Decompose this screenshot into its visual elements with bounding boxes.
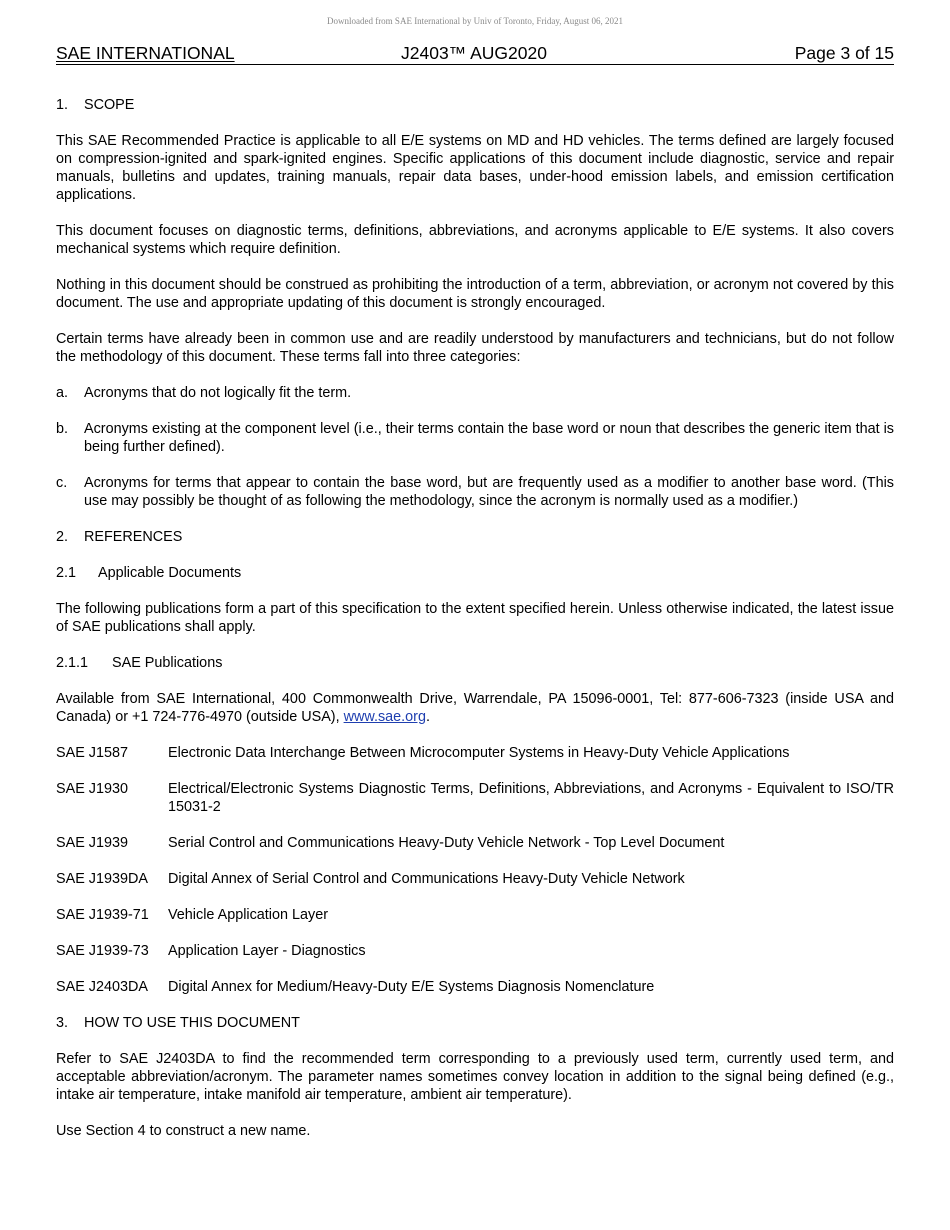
section-number: 1. — [56, 97, 69, 113]
availability-end: . — [425, 709, 430, 725]
section-heading-how-to-use — [56, 1014, 894, 1032]
reference-row — [56, 870, 894, 888]
reference-title: Digital Annex for Medium/Heavy-Duty E/E Systems Diagnosis Nomenclature — [168, 979, 655, 995]
reference-code: SAE J1930 — [56, 781, 129, 797]
reference-title: Serial Control and Communications Heavy-Duty Vehicle Network - Top Level Document — [168, 835, 725, 851]
scope-paragraph-3: Nothing in this document should be construed as prohibiting the introduction of a term, abbreviation, or acronym not covered by this document. The use and appropriate updating of this document is strongly encouraged. — [56, 277, 894, 311]
scope-paragraph-4: Certain terms have already been in common use and are readily understood by manufacturers and technicians, but do not follow the methodology of this document. These terms fall into three categories: — [56, 331, 894, 365]
sae-website-link[interactable]: www.sae.org — [343, 709, 426, 725]
document-body — [56, 96, 894, 1158]
reference-title: Application Layer - Diagnostics — [168, 943, 366, 959]
header-document-id: J2403™ AUG2020 — [401, 43, 547, 63]
reference-code: SAE J1939DA — [56, 871, 148, 887]
list-item-label: c. — [56, 475, 68, 491]
subsection-number: 2.1 — [56, 565, 77, 581]
reference-row — [56, 744, 894, 762]
reference-code: SAE J1939-71 — [56, 907, 149, 923]
reference-row — [56, 780, 894, 816]
reference-code: SAE J2403DA — [56, 979, 148, 995]
subsection-heading-sae-publications — [56, 654, 894, 672]
section-title: HOW TO USE THIS DOCUMENT — [84, 1015, 300, 1031]
availability-text: Available from SAE International, 400 Commonwealth Drive, Warrendale, PA 15096-0001, Tel: 877-606-7323 (inside USA and Canada) or +1 724-776-4970 (outside USA), — [56, 691, 894, 725]
scope-paragraph-1: This SAE Recommended Practice is applicable to all E/E systems on MD and HD vehicles. The terms defined are largely focused on compression-ignited and spark-ignited engines. Specific applications of this document include diagnostic, service and repair manuals, bulletins and updates, training manuals, repair data bases, under-hood emission labels, and emission certification applications. — [56, 133, 894, 203]
availability-paragraph — [56, 690, 894, 726]
list-item-label: a. — [56, 385, 69, 401]
subsection-title: Applicable Documents — [98, 565, 242, 581]
list-item-text: Acronyms existing at the component level (i.e., their terms contain the base word or noun that describes the generic item that is being further defined). — [84, 421, 894, 455]
reference-row — [56, 978, 894, 996]
list-item-text: Acronyms that do not logically fit the term. — [84, 385, 352, 401]
how-to-use-paragraph-2: Use Section 4 to construct a new name. — [56, 1123, 311, 1139]
page-header — [56, 43, 894, 65]
reference-title: Vehicle Application Layer — [168, 907, 329, 923]
subsection-number: 2.1.1 — [56, 655, 89, 671]
reference-title: Digital Annex of Serial Control and Communications Heavy-Duty Vehicle Network — [168, 871, 685, 887]
section-heading-scope — [56, 96, 894, 114]
subsection-heading-applicable-documents — [56, 564, 894, 582]
header-page-number: Page 3 of 15 — [794, 43, 894, 63]
list-item — [56, 384, 894, 402]
section-number: 3. — [56, 1015, 69, 1031]
section-title: REFERENCES — [84, 529, 183, 545]
reference-row — [56, 942, 894, 960]
reference-row — [56, 834, 894, 852]
reference-title: Electrical/Electronic Systems Diagnostic Terms, Definitions, Abbreviations, and Acronyms - Equivalent to ISO/TR 15031-2 — [168, 781, 894, 815]
list-item — [56, 420, 894, 456]
section-title: SCOPE — [84, 97, 135, 113]
reference-code: SAE J1587 — [56, 745, 129, 761]
scope-paragraph-2: This document focuses on diagnostic terms, definitions, abbreviations, and acronyms applicable to E/E systems. It also covers mechanical systems which require definition. — [56, 223, 894, 257]
reference-code: SAE J1939 — [56, 835, 129, 851]
list-item-text: Acronyms for terms that appear to contain the base word, but are frequently used as a modifier to another base word. (This use may possibly be thought of as following the methodology, since the acronym is normally used as a modifier.) — [84, 475, 894, 509]
subsection-title: SAE Publications — [112, 655, 223, 671]
how-to-use-paragraph-1: Refer to SAE J2403DA to find the recommended term corresponding to a previously used term, currently used term, and acceptable abbreviation/acronym. The parameter names sometimes convey location in addition to the signal being defined (e.g., intake air temperature, intake manifold air temperature, ambient air temperature). — [56, 1051, 894, 1103]
reference-code: SAE J1939-73 — [56, 943, 149, 959]
list-item — [56, 474, 894, 510]
applicable-documents-paragraph: The following publications form a part of this specification to the extent specified herein. Unless otherwise indicated, the latest issue of SAE publications shall apply. — [56, 601, 894, 635]
list-item-label: b. — [56, 421, 69, 437]
section-heading-references — [56, 528, 894, 546]
section-number: 2. — [56, 529, 69, 545]
header-organization: SAE INTERNATIONAL — [56, 43, 235, 63]
reference-row — [56, 906, 894, 924]
download-watermark: Downloaded from SAE International by Univ of Toronto, Friday, August 06, 2021 — [326, 16, 624, 26]
reference-title: Electronic Data Interchange Between Microcomputer Systems in Heavy-Duty Vehicle Applications — [168, 745, 790, 761]
